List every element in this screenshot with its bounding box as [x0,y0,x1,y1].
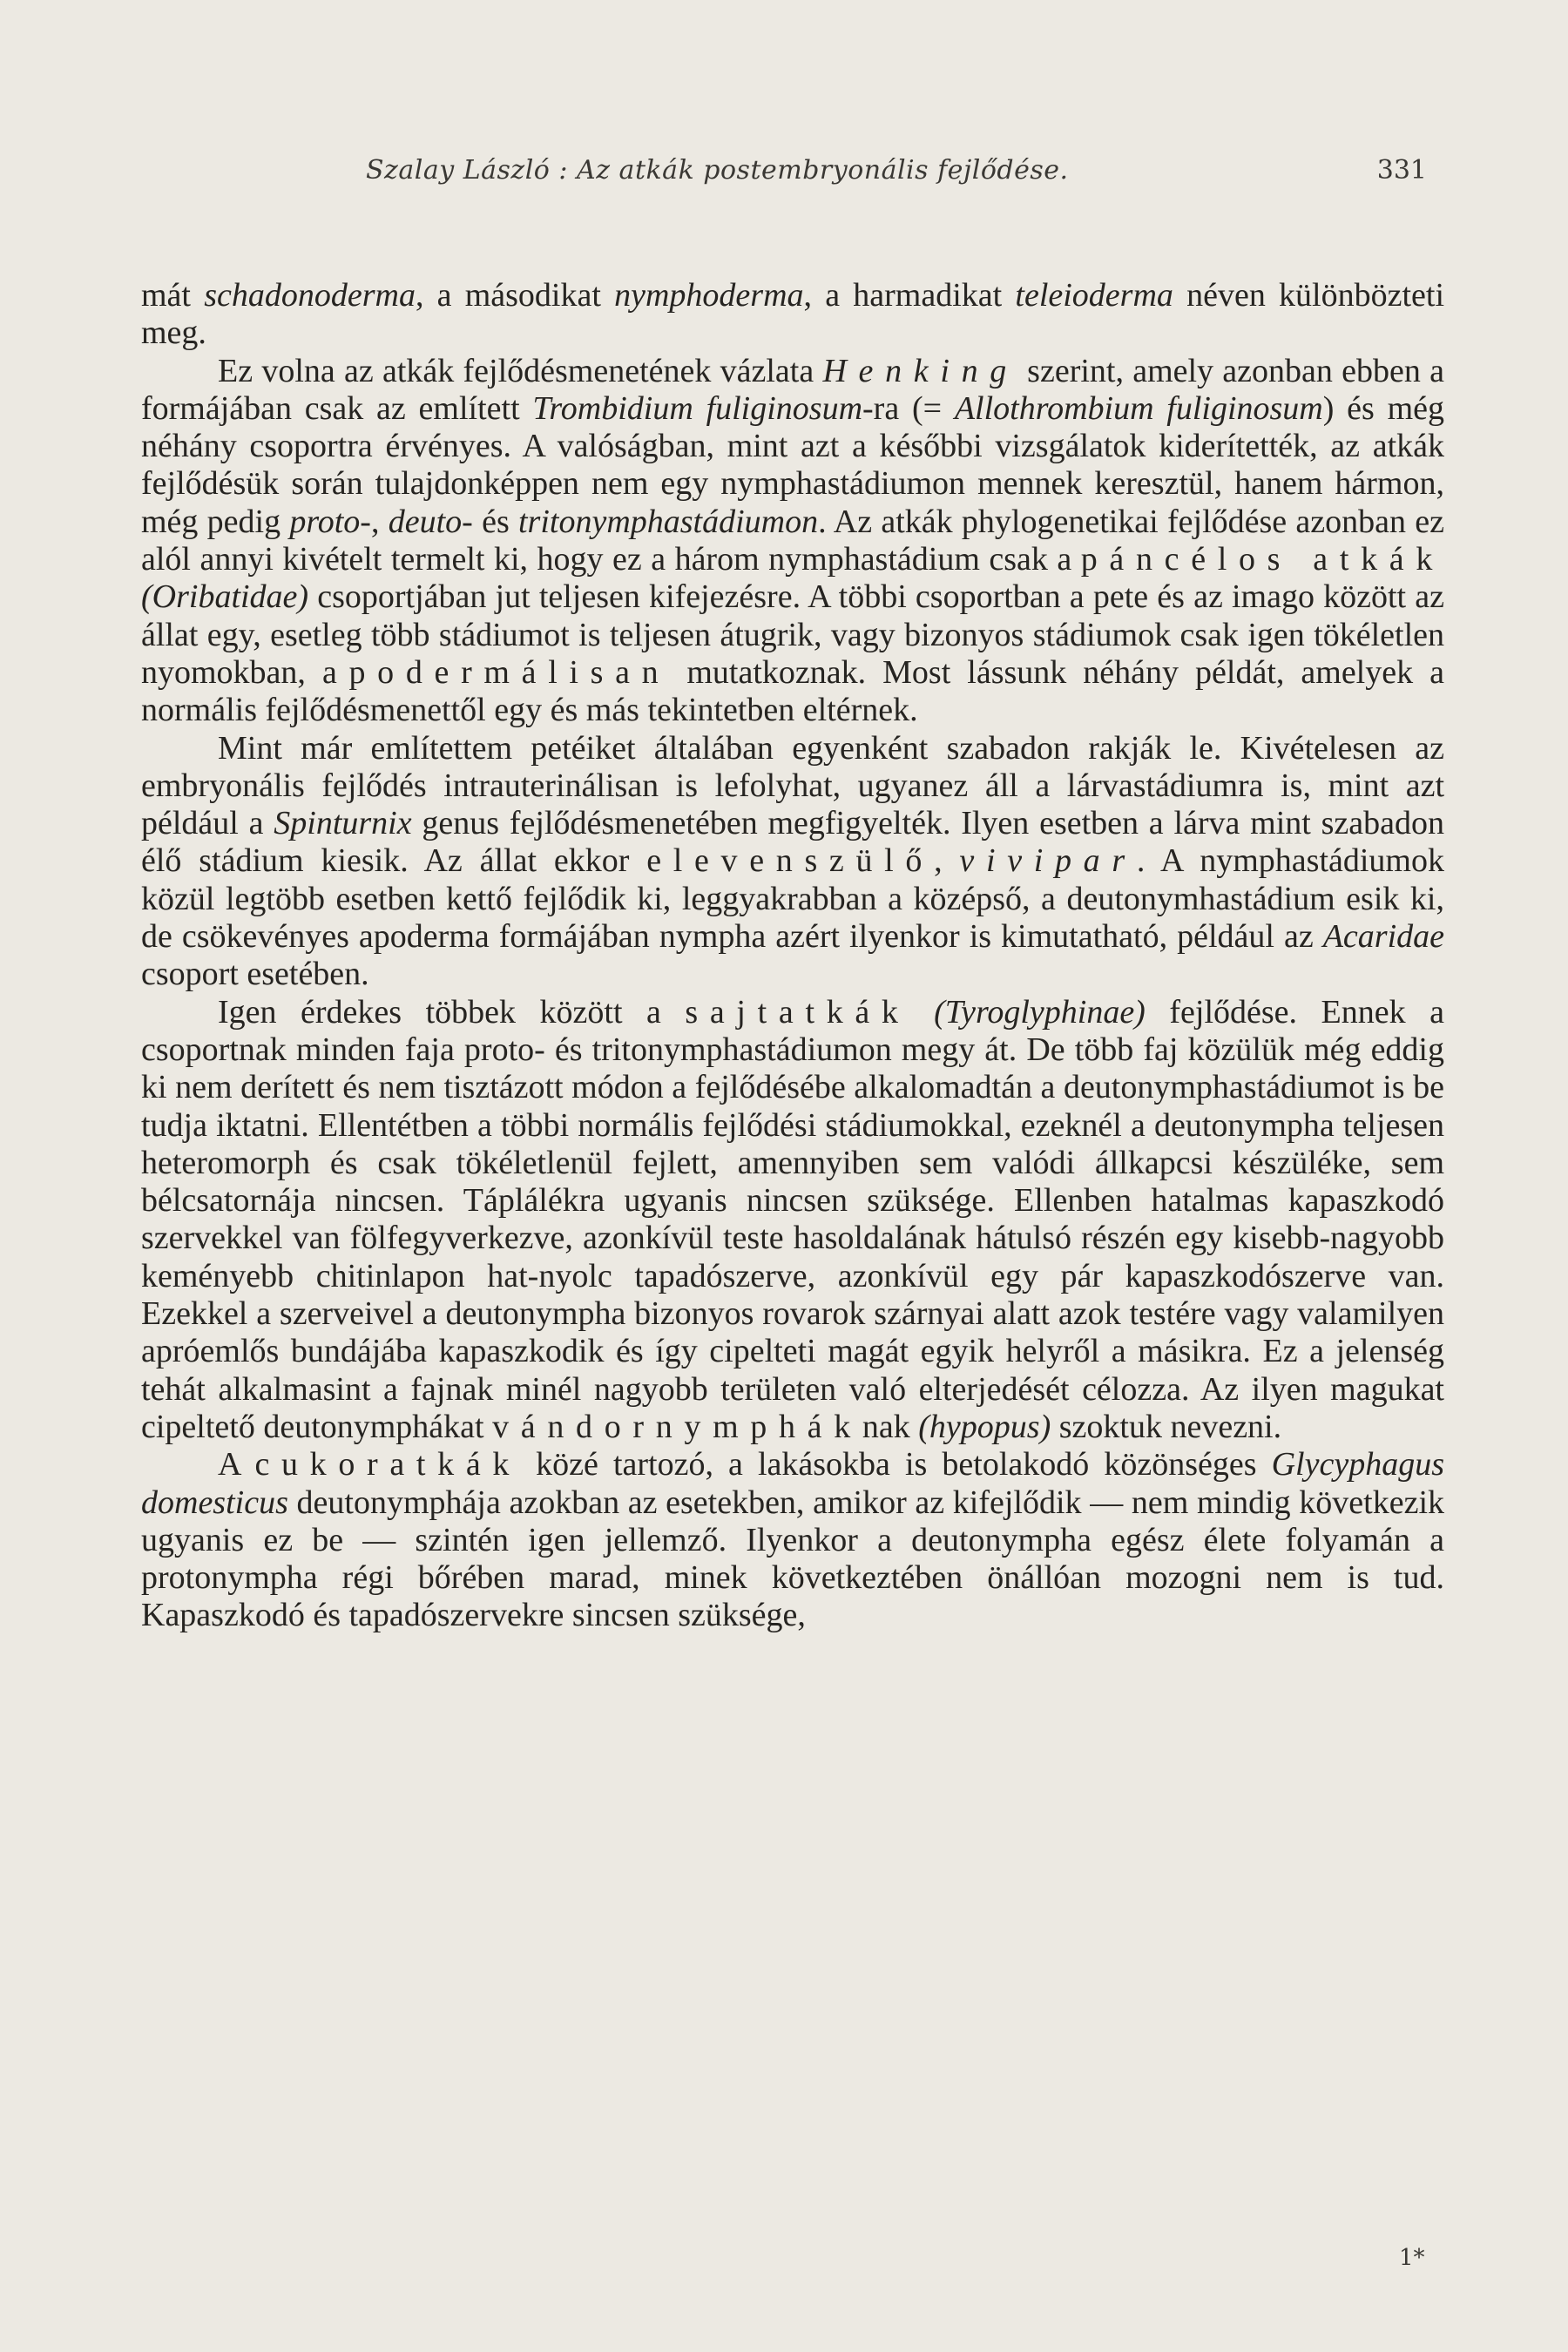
term-italic: teleioderma [1015,277,1173,314]
taxon-italic: Acaridae [1322,918,1444,956]
term-spaced: apodermálisan [321,653,671,691]
signature-mark: 1* [1399,2245,1425,2271]
term-spaced: elevenszülő [646,842,935,880]
text-run: , [370,503,389,540]
text-run: . A nymphastádiumok közül legtöbb esetben kettő fejlődik ki, leggyakrabban a középső, a deutonymhastádium esik ki, de csökevényes apoderma formájában nympha azért ilyenkor is kimutatható, például az [141,842,1444,956]
running-header [366,155,1427,199]
term-italic: tritonymphastádiumon [518,503,819,540]
term-italic: deuto- [388,503,473,540]
term-spaced-italic: vivipar [959,842,1137,880]
text-run: , a másodikat [415,277,615,314]
term-italic: (hypopus) [918,1408,1051,1445]
text-run: deutonymphája azokban az esetekben, amikor az kifejlődik — nem mindig következik ugyanis ez be — szintén igen jellemző. Ilyenkor a deutonympha egész élete folyamán a protonympha régi bőrében marad, minek következtében önállóan mozogni nem is tud. Kapaszkodó és tapadószervekre sincsen szüksége, [141,1484,1444,1634]
running-title: Szalay László : Az atkák postembryonális fejlődése. [366,155,1069,186]
text-run: Ez volna az atkák fejlődésmenetének vázlata [218,352,823,389]
term-spaced: vándornymphák [492,1408,862,1445]
taxon-italic: Spinturnix [274,805,412,842]
text-run: Igen érdekes többek között a [218,993,686,1031]
text-run: -ra (= [862,389,955,427]
text-run: ) és még néhány csoportra érvényes. A valóságban, mint azt a későbbi vizsgálatok kiderítették, az atkák fejlődésük során tulajdonképpen nem egy nymphastádiumon mennek keresztül, hanem hármon, még pedig [141,389,1444,540]
taxon-italic: (Oribatidae) [141,578,309,616]
text-run: csoport esetében. [141,956,369,993]
text-run: , [934,842,960,880]
taxon-italic: Trombidium fuliginosum [532,389,863,427]
paragraph-3 [141,730,1444,994]
term-spaced: páncélos atkák [1080,541,1444,578]
page-number: 331 [1376,155,1427,186]
taxon-italic: Glycyphagus domesticus [141,1446,1444,1521]
taxon-italic: (Tyroglyphinae) [934,993,1146,1031]
term-italic: schadonoderma [204,277,416,314]
text-run: közé tartozó, a lakásokba is betolakodó közönséges [521,1446,1272,1484]
text-run: A [218,1446,255,1484]
paragraph-2 [141,353,1444,730]
text-run: csoportjában jut teljesen kifejezésre. A többi csoportban a pete és az imago között az állat egy, esetleg több stádiumot is teljesen átugrik, vagy bizonyos stádiumok csak igen tökéletlen nyomokban, [141,578,1444,691]
paragraph-5 [141,1446,1444,1634]
text-run: és [472,503,518,540]
text-run [910,994,935,1031]
text-run: mát [141,277,205,314]
text-run: , a harmadikat [803,277,1016,314]
term-spaced: sajtatkák [685,993,910,1031]
text-run: nak [862,1408,919,1445]
text-run: szerint, amely azonban ebben a formájában csak az említett [141,352,1444,427]
text-run: genus fejlődésmenetében megfigyelték. Ilyen esetben a lárva mint szabadon élő stádium kiesik. Az állat ekkor [141,805,1445,880]
taxon-italic: Allothrombium fuliginosum [954,389,1323,427]
text-run: mutatkoznak. Most lássunk néhány példát, amelyek a normális fejlődésmenettől egy és más tekintetben eltérnek. [141,653,1444,729]
author-spaced: Henking [822,352,1018,389]
text-run: fejlődése. Ennek a csoportnak minden faja proto- és tritonymphastádiumon megy át. De több faj közülük még eddig ki nem derített és nem tisztázott módon a fejlődésébe alkalomadtán a deutonymphastádiumot is be tudja iktatni. Ellentétben a többi normális fejlődési stádiumokkal, ezeknél a deutonympha teljesen heteromorph és csak tökéletlenül fejlett, amennyiben sem valódi állkapcsi készüléke, sem bélcsatornája nincsen. Táplálékra ugyanis nincsen szüksége. Ellenben hatalmas kapaszkodó szervekkel van fölfegyverkezve, azonkívül teste hasoldalának hátulsó részén egy kisebb-nagyobb keményebb chitinlapon hat-nyolc tapadószerve, azonkívül egy pár kapaszkodószerve van. Ezekkel a szerveivel a deutonympha bizonyos rovarok szárnyai alatt azok testére vagy valamilyen apróemlős bundájába kapaszkodik és így cipelteti magát egyik helyről a másikra. Ez a jelenség tehát alkalmasint a fajnak minél nagyobb területen való elterjedését célozza. Az ilyen magukat cipeltető deutonymphákat [141,993,1444,1445]
text-run: néven különbözteti meg. [141,277,1445,352]
paragraph-4 [141,994,1444,1447]
text-run: Mint már említettem petéiket általában egyenként szabadon rakják le. Kivételesen az embryonális fejlődés intrauterinálisan is lefolyhat, ugyanez áll a lárvastádiumra is, mint azt például a [141,729,1444,842]
text-run: szoktuk nevezni. [1051,1408,1282,1445]
term-spaced: cukoratkák [254,1446,522,1484]
body-text [141,277,1444,1635]
paragraph-1 [141,277,1444,353]
term-italic: nymphoderma [614,277,804,314]
text-run: . Az atkák phylogenetikai fejlődése azonban ez alól annyi kivételt termelt ki, hogy ez a három nymphastádium csak a [141,503,1445,578]
term-italic: proto- [289,503,371,540]
